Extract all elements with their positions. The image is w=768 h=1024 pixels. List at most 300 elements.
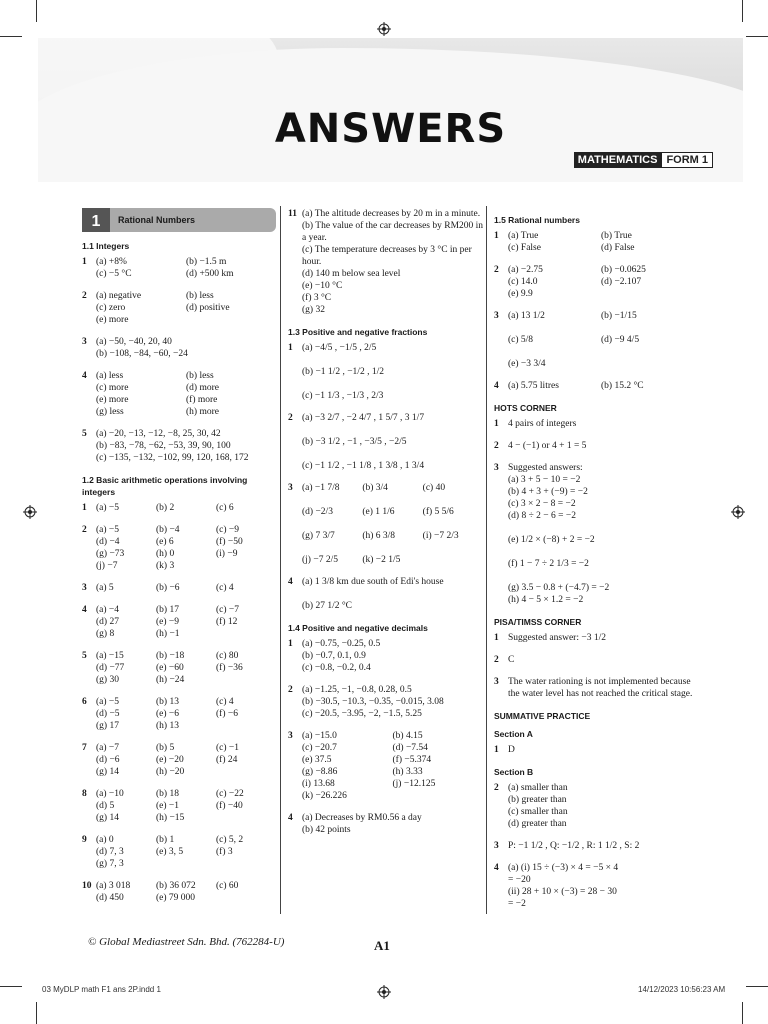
answer-row xyxy=(508,276,694,288)
answer-row xyxy=(96,742,276,754)
question-answer xyxy=(82,788,276,824)
question-number: 4 xyxy=(288,577,293,587)
answer-body xyxy=(508,264,694,300)
answer-cell: (h) 13 xyxy=(156,721,179,731)
registration-mark-icon xyxy=(23,505,37,519)
answer-line: (a) 1 3/8 km due south of Edi's house xyxy=(302,577,444,587)
section-heading: 1.5 Rational numbers xyxy=(494,215,580,225)
question-answer xyxy=(82,582,276,594)
answer-cell: (d) −2.107 xyxy=(601,277,642,287)
answer-cell xyxy=(216,858,276,870)
answer-cell: (f) 5 5/6 xyxy=(422,507,454,517)
answer-row xyxy=(96,812,276,824)
answer-row xyxy=(96,524,276,536)
answer-line: 4 pairs of integers xyxy=(508,419,577,429)
answer-row xyxy=(508,288,694,300)
crop-mark xyxy=(742,1002,743,1024)
answer-body xyxy=(96,650,276,686)
question-number: 2 xyxy=(82,291,87,301)
question-number: 1 xyxy=(494,419,499,429)
answer-row xyxy=(302,754,483,766)
answer-body xyxy=(508,440,694,452)
crop-mark xyxy=(746,36,768,37)
registration-mark-icon xyxy=(377,985,391,999)
answer-cell: (b) −0.0625 xyxy=(601,265,646,275)
answer-cell xyxy=(601,346,694,358)
answer-line: (b) 42 points xyxy=(302,825,351,835)
question-number: 9 xyxy=(82,835,87,845)
answer-cell: (a) 3 018 xyxy=(96,881,131,891)
answer-line xyxy=(508,570,694,582)
answer-cell: (a) −5 xyxy=(96,525,120,535)
answer-row xyxy=(508,230,694,242)
answer-line: (a) −50, −40, 20, 40 xyxy=(96,337,172,347)
answer-line: (d) 140 m below sea level xyxy=(302,269,401,279)
answer-line: (b) −108, −84, −60, −24 xyxy=(96,349,188,359)
answer-row xyxy=(508,380,694,392)
answer-body xyxy=(508,782,694,830)
question-answer xyxy=(82,336,276,360)
answer-cell xyxy=(216,720,276,732)
answer-row xyxy=(96,858,276,870)
answer-row xyxy=(96,256,276,268)
question-answer xyxy=(288,482,483,566)
question-number: 2 xyxy=(288,413,293,423)
chapter-heading xyxy=(82,208,276,232)
answer-line xyxy=(302,378,483,390)
answer-cell: (c) −9 xyxy=(216,525,240,535)
answer-row xyxy=(302,790,483,802)
answer-line: (a) −1.25, −1, −0.8, 0.28, 0.5 xyxy=(302,685,412,695)
crop-mark xyxy=(0,986,22,987)
answer-cell: (f) −40 xyxy=(216,801,243,811)
answer-cell: (b) 1 xyxy=(156,835,175,845)
question-answer xyxy=(494,230,694,254)
answer-cell: (f) 24 xyxy=(216,755,238,765)
answer-cell: (b) −1.5 m xyxy=(186,257,227,267)
answer-cell xyxy=(393,790,484,802)
answer-line: The water rationing is not implemented because xyxy=(508,677,691,687)
answer-row xyxy=(96,674,276,686)
question-number: 4 xyxy=(494,381,499,391)
subject-name: MATHEMATICS xyxy=(574,152,662,168)
answer-line: (e) 1/2 × (−8) + 2 = −2 xyxy=(508,535,595,545)
answer-row xyxy=(96,604,276,616)
section-heading: HOTS CORNER xyxy=(494,403,557,413)
answer-body xyxy=(302,684,483,720)
answer-cell: (b) −4 xyxy=(156,525,180,535)
answer-cell: (e) 6 xyxy=(156,537,174,547)
question-answer xyxy=(494,840,694,852)
section-heading: 1.4 Positive and negative decimals xyxy=(288,623,428,633)
answer-row xyxy=(96,788,276,800)
answer-line: (b) greater than xyxy=(508,795,567,805)
answer-cell xyxy=(186,314,276,326)
answer-cell: (d) −5 xyxy=(96,709,120,719)
answer-cell: (c) −7 xyxy=(216,605,240,615)
question-number: 1 xyxy=(288,639,293,649)
answer-body xyxy=(96,502,276,514)
answer-cell: (d) False xyxy=(601,243,635,253)
answer-cell: (i) 13.68 xyxy=(302,779,335,789)
header-banner xyxy=(38,38,743,182)
question-number: 4 xyxy=(82,371,87,381)
answer-line: (f) 3 °C xyxy=(302,293,332,303)
answer-column-3 xyxy=(494,208,694,920)
answer-line: (g) 32 xyxy=(302,305,325,315)
answer-row xyxy=(96,892,276,904)
answer-row xyxy=(96,382,276,394)
answer-line: (ii) 28 + 10 × (−3) = 28 − 30 xyxy=(508,887,617,897)
answer-cell: (j) −7 2/5 xyxy=(302,555,338,565)
answer-body xyxy=(302,342,483,402)
answer-cell: (a) 5 xyxy=(96,583,114,593)
answer-cell: (h) −15 xyxy=(156,813,185,823)
answer-cell: (b) −6 xyxy=(156,583,180,593)
question-number: 1 xyxy=(288,343,293,353)
answer-cell: (c) 60 xyxy=(216,881,239,891)
question-answer xyxy=(494,632,694,644)
question-answer xyxy=(82,834,276,870)
answer-row xyxy=(96,696,276,708)
answer-row xyxy=(96,268,276,280)
question-number: 1 xyxy=(82,503,87,513)
answer-body xyxy=(508,676,694,700)
form-label: FORM 1 xyxy=(661,152,713,168)
answer-cell: (c) 6 xyxy=(216,503,234,513)
answer-row xyxy=(96,582,276,594)
answer-row xyxy=(96,290,276,302)
answer-cell: (f) −6 xyxy=(216,709,238,719)
answer-line: (a) −3 2/7 , −2 4/7 , 1 5/7 , 3 1/7 xyxy=(302,413,425,423)
answer-cell: (a) −5 xyxy=(96,503,120,513)
answer-cell: (g) 7 3/7 xyxy=(302,531,335,541)
answer-cell: (h) −20 xyxy=(156,767,185,777)
answer-line: (a) −0.75, −0.25, 0.5 xyxy=(302,639,381,649)
answer-row xyxy=(508,322,694,334)
answer-line xyxy=(508,522,694,534)
answer-cell: (d) −9 4/5 xyxy=(601,335,640,345)
answer-cell xyxy=(216,674,276,686)
answer-row xyxy=(508,310,694,322)
answer-cell: (e) −6 xyxy=(156,709,180,719)
chapter-number: 1 xyxy=(82,208,110,232)
answer-cell: (e) more xyxy=(96,395,129,405)
answer-cell: (b) 2 xyxy=(156,503,175,513)
answer-cell: (b) 3/4 xyxy=(362,483,388,493)
answer-cell: (f) −50 xyxy=(216,537,243,547)
answer-body xyxy=(508,230,694,254)
question-answer xyxy=(494,264,694,300)
answer-cell: (c) −22 xyxy=(216,789,244,799)
answer-cell: (g) −73 xyxy=(96,549,125,559)
answer-cell: (k) −26.226 xyxy=(302,791,347,801)
answer-line: (c) −1 1/3 , −1/3 , 2/3 xyxy=(302,391,384,401)
answer-body xyxy=(96,370,276,418)
answer-cell: (a) −15 xyxy=(96,651,124,661)
answer-cell: (e) −60 xyxy=(156,663,184,673)
question-answer xyxy=(288,812,483,836)
question-number: 5 xyxy=(82,429,87,439)
answer-cell: (e) 79 000 xyxy=(156,893,196,903)
answer-cell: (e) −9 xyxy=(156,617,180,627)
answer-body xyxy=(302,812,483,836)
answer-body xyxy=(508,380,694,392)
answer-body xyxy=(302,638,483,674)
answer-cell xyxy=(302,494,362,506)
answer-cell: (k) −2 1/5 xyxy=(362,555,401,565)
question-answer xyxy=(494,654,694,666)
question-number: 3 xyxy=(494,677,499,687)
question-number: 3 xyxy=(82,337,87,347)
question-answer xyxy=(288,730,483,802)
answer-body xyxy=(96,256,276,280)
answer-cell xyxy=(362,542,422,554)
answer-row xyxy=(96,720,276,732)
question-answer xyxy=(82,370,276,418)
answer-body xyxy=(302,576,483,612)
section-heading: 1.2 Basic arithmetic operations involving integers xyxy=(82,475,248,497)
question-number: 10 xyxy=(82,881,92,891)
answer-body xyxy=(302,412,483,472)
answer-cell: (f) −36 xyxy=(216,663,243,673)
answer-row xyxy=(302,766,483,778)
answer-cell xyxy=(302,518,362,530)
answer-row xyxy=(96,766,276,778)
answer-cell: (d) positive xyxy=(186,303,230,313)
question-number: 1 xyxy=(494,745,499,755)
answer-cell: (j) −12.125 xyxy=(392,779,436,789)
question-answer xyxy=(82,742,276,778)
answer-line: a year. xyxy=(302,233,327,243)
answer-cell xyxy=(302,542,362,554)
answer-line: (e) −10 °C xyxy=(302,281,343,291)
answer-row xyxy=(96,502,276,514)
section-heading: Section B xyxy=(494,767,534,777)
answer-cell xyxy=(601,358,694,370)
answer-row xyxy=(302,494,483,506)
answer-line: (a) smaller than xyxy=(508,783,568,793)
answer-cell: (h) 6 3/8 xyxy=(362,531,396,541)
answer-body xyxy=(508,862,694,910)
answer-line: the water level has not reached the critical stage. xyxy=(508,689,693,699)
answer-line xyxy=(302,424,483,436)
question-answer xyxy=(494,380,694,392)
answer-row xyxy=(96,536,276,548)
answer-row xyxy=(96,406,276,418)
question-number: 1 xyxy=(494,231,499,241)
answer-cell xyxy=(423,518,483,530)
answer-body xyxy=(302,482,483,566)
question-answer xyxy=(288,684,483,720)
answer-cell: (a) +8% xyxy=(96,257,127,267)
answer-cell: (e) 1 1/6 xyxy=(362,507,395,517)
question-answer xyxy=(82,256,276,280)
answer-cell xyxy=(216,892,276,904)
answer-cell: (b) less xyxy=(186,371,214,381)
question-number: 2 xyxy=(494,783,499,793)
question-number: 4 xyxy=(494,863,499,873)
answer-line: = −2 xyxy=(508,899,526,909)
answer-row xyxy=(302,506,483,518)
answer-line: D xyxy=(508,745,515,755)
answer-cell xyxy=(423,554,483,566)
answer-body xyxy=(508,310,694,370)
section-heading: Section A xyxy=(494,729,533,739)
answer-cell: (g) less xyxy=(96,407,124,417)
answer-cell: (a) −1 7/8 xyxy=(302,483,340,493)
answer-cell: (c) 5, 2 xyxy=(216,835,244,845)
answer-line: (d) greater than xyxy=(508,819,567,829)
question-answer xyxy=(82,428,276,464)
page-title: ANSWERS xyxy=(274,106,507,152)
crop-mark xyxy=(0,36,22,37)
answer-cell: (d) −4 xyxy=(96,537,120,547)
answer-body xyxy=(508,632,694,644)
question-number: 2 xyxy=(494,655,499,665)
answer-line: (d) 8 ÷ 2 − 6 = −2 xyxy=(508,511,576,521)
answer-line: Suggested answers: xyxy=(508,463,583,473)
answer-cell xyxy=(423,494,483,506)
answer-body xyxy=(96,742,276,778)
answer-line: (h) 4 − 5 × 1.2 = −2 xyxy=(508,595,584,605)
answer-line: (b) −83, −78, −62, −53, 39, 90, 100 xyxy=(96,441,231,451)
answer-cell: (d) −77 xyxy=(96,663,125,673)
answer-cell: (c) more xyxy=(96,383,129,393)
answer-line: (c) 3 × 2 − 8 = −2 xyxy=(508,499,576,509)
slug-timestamp: 14/12/2023 10:56:23 AM xyxy=(638,985,726,994)
answer-cell: (d) 7, 3 xyxy=(96,847,124,857)
answer-line: (a) −20, −13, −12, −8, 25, 30, 42 xyxy=(96,429,221,439)
answer-cell: (a) less xyxy=(96,371,124,381)
answer-cell: (b) less xyxy=(186,291,214,301)
answer-line: (c) −20.5, −3.95, −2, −1.5, 5.25 xyxy=(302,709,422,719)
answer-cell: (f) 12 xyxy=(216,617,238,627)
answer-line: (a) The altitude decreases by 20 m in a minute. xyxy=(302,209,481,219)
answer-row xyxy=(96,708,276,720)
answer-cell: (h) 0 xyxy=(156,549,175,559)
crop-mark xyxy=(746,986,768,987)
answer-row xyxy=(302,482,483,494)
answer-cell: (i) −7 2/3 xyxy=(422,531,459,541)
answer-cell: (d) −2/3 xyxy=(302,507,333,517)
answer-column-1 xyxy=(82,208,276,914)
question-answer xyxy=(82,696,276,732)
answer-cell: (a) −15.0 xyxy=(302,731,337,741)
answer-cell: (f) more xyxy=(186,395,218,405)
answer-cell xyxy=(508,322,601,334)
question-answer xyxy=(494,418,694,430)
question-answer xyxy=(494,862,694,910)
answer-cell xyxy=(362,518,422,530)
answer-row xyxy=(96,394,276,406)
answer-row xyxy=(302,554,483,566)
answer-body xyxy=(508,462,694,606)
answer-cell: (g) 7, 3 xyxy=(96,859,124,869)
answer-row xyxy=(302,542,483,554)
answer-row xyxy=(96,302,276,314)
answer-row xyxy=(508,242,694,254)
answer-line: hour. xyxy=(302,257,322,267)
answer-line: (f) 1 − 7 ÷ 2 1/3 = −2 xyxy=(508,559,589,569)
question-number: 7 xyxy=(82,743,87,753)
answer-cell: (e) 37.5 xyxy=(302,755,332,765)
answer-cell: (a) negative xyxy=(96,291,142,301)
answer-cell: (a) True xyxy=(508,231,539,241)
question-number: 3 xyxy=(494,841,499,851)
answer-row xyxy=(302,730,483,742)
answer-row xyxy=(96,800,276,812)
answer-cell: (e) 9.9 xyxy=(508,289,533,299)
answer-cell: (e) 3, 5 xyxy=(156,847,184,857)
answer-body xyxy=(96,880,276,904)
answer-cell: (a) −4 xyxy=(96,605,120,615)
question-answer xyxy=(288,638,483,674)
answer-cell: (e) −1 xyxy=(156,801,180,811)
answer-line xyxy=(302,448,483,460)
answer-cell: (g) 17 xyxy=(96,721,119,731)
answer-line: (a) (i) 15 ÷ (−3) × 4 = −5 × 4 xyxy=(508,863,619,873)
answer-row xyxy=(96,560,276,572)
question-answer xyxy=(494,676,694,700)
question-answer xyxy=(494,310,694,370)
answer-cell: (b) 13 xyxy=(156,697,179,707)
answer-cell: (c) 4 xyxy=(216,697,234,707)
answer-body xyxy=(508,840,694,852)
answer-cell xyxy=(601,288,694,300)
answer-cell: (a) −10 xyxy=(96,789,124,799)
answer-cell: (c) 80 xyxy=(216,651,239,661)
answer-cell: (d) −6 xyxy=(96,755,120,765)
answer-cell xyxy=(508,346,601,358)
answer-body xyxy=(96,582,276,594)
question-number: 3 xyxy=(82,583,87,593)
question-number: 2 xyxy=(494,441,499,451)
slug-filename: 03 MyDLP math F1 ans 2P.indd 1 xyxy=(42,985,161,994)
question-number: 5 xyxy=(82,651,87,661)
answer-body xyxy=(96,524,276,572)
answer-row xyxy=(96,616,276,628)
answer-line: (c) −1 1/2 , −1 1/8 , 1 3/8 , 1 3/4 xyxy=(302,461,425,471)
question-number: 3 xyxy=(288,731,293,741)
answer-cell: (g) 8 xyxy=(96,629,115,639)
answer-line: (b) 4 + 3 + (−9) = −2 xyxy=(508,487,588,497)
answer-cell: (c) 4 xyxy=(216,583,234,593)
answer-cell: (g) 14 xyxy=(96,813,119,823)
answer-line: (b) −1 1/2 , −1/2 , 1/2 xyxy=(302,367,384,377)
answer-cell: (b) 17 xyxy=(156,605,179,615)
answer-row xyxy=(302,530,483,542)
answer-line: C xyxy=(508,655,515,665)
answer-line xyxy=(508,546,694,558)
answer-cell: (d) −7.54 xyxy=(392,743,428,753)
answer-body xyxy=(508,654,694,666)
question-answer xyxy=(494,440,694,452)
answer-cell xyxy=(601,322,694,334)
answer-cell: (f) 3 xyxy=(216,847,233,857)
answer-cell: (c) zero xyxy=(96,303,126,313)
section-heading: 1.1 Integers xyxy=(82,241,130,251)
answer-cell: (b) 4.15 xyxy=(392,731,423,741)
answer-line xyxy=(302,354,483,366)
question-number: 8 xyxy=(82,789,87,799)
answer-cell: (d) 5 xyxy=(96,801,115,811)
answer-line: Suggested answer: −3 1/2 xyxy=(508,633,606,643)
answer-row xyxy=(508,264,694,276)
question-number: 2 xyxy=(288,685,293,695)
question-answer xyxy=(288,208,483,316)
answer-cell xyxy=(423,542,483,554)
